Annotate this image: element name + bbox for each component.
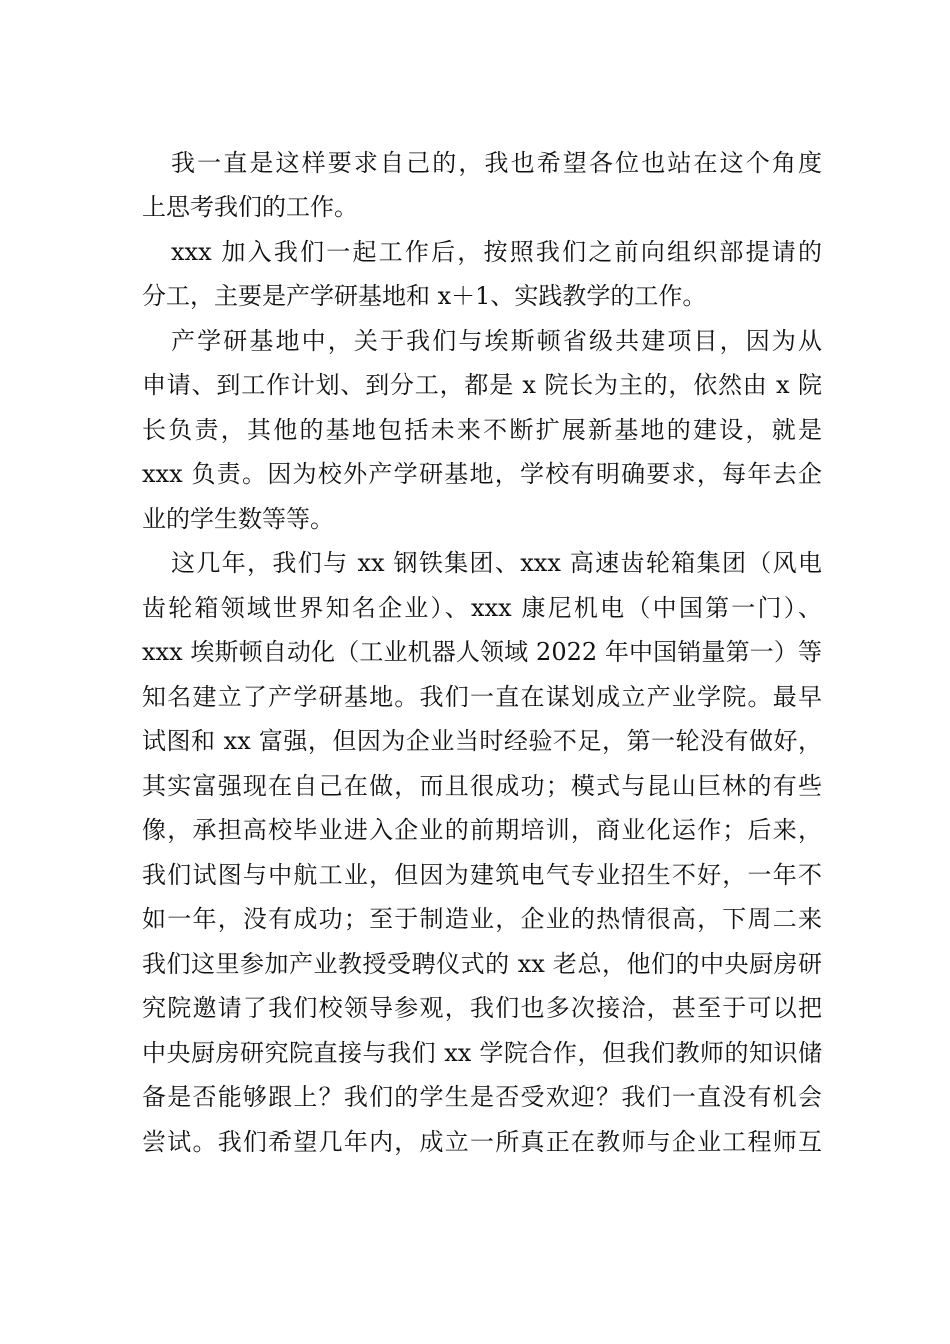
paragraph-4-line-9: 如一年，没有成功；至于制造业，企业的热情很高，下周二来 <box>142 905 822 933</box>
paragraph-3-line-5: 业的学生数等等。 <box>142 505 334 533</box>
paragraph-4-line-8: 我们试图与中航工业，但因为建筑电气专业招生不好，一年不 <box>142 861 822 889</box>
paragraph-4-line-14: 尝试。我们希望几年内，成立一所真正在教师与企业工程师互 <box>142 1128 822 1156</box>
paragraph-4-line-10: 我们这里参加产业教授受聘仪式的 xx 老总，他们的中央厨房研 <box>142 950 822 978</box>
paragraph-4-line-12: 中央厨房研究院直接与我们 xx 学院合作，但我们教师的知识储 <box>142 1039 822 1067</box>
paragraph-3-line-2: 申请、到工作计划、到分工，都是 x 院长为主的，依然由 x 院 <box>142 371 822 399</box>
paragraph-4-line-13: 备是否能够跟上？我们的学生是否受欢迎？我们一直没有机会 <box>142 1083 822 1111</box>
paragraph-4-line-5: 试图和 xx 富强，但因为企业当时经验不足，第一轮没有做好， <box>142 727 822 755</box>
paragraph-1-line-1: 我一直是这样要求自己的，我也希望各位也站在这个角度 <box>171 149 822 177</box>
paragraph-4-line-2: 齿轮箱领域世界知名企业）、xxx 康尼机电（中国第一门）、 <box>142 594 822 622</box>
paragraph-4-line-4: 知名建立了产学研基地。我们一直在谋划成立产业学院。最早 <box>142 683 822 711</box>
paragraph-4-line-1: 这几年，我们与 xx 钢铁集团、xxx 高速齿轮箱集团（风电 <box>171 549 822 577</box>
paragraph-3-line-1: 产学研基地中，关于我们与埃斯顿省级共建项目，因为从 <box>171 327 822 355</box>
paragraph-3-line-3: 长负责，其他的基地包括未来不断扩展新基地的建设，就是 <box>142 416 822 444</box>
paragraph-2-line-1: xxx 加入我们一起工作后，按照我们之前向组织部提请的 <box>171 238 822 266</box>
paragraph-1-line-2: 上思考我们的工作。 <box>142 193 358 221</box>
paragraph-4-line-7: 像，承担高校毕业进入企业的前期培训，商业化运作；后来， <box>142 816 822 844</box>
paragraph-4-line-6: 其实富强现在自己在做，而且很成功；模式与昆山巨林的有些 <box>142 772 822 800</box>
paragraph-2-line-2: 分工，主要是产学研基地和 x＋1、实践教学的工作。 <box>142 282 707 310</box>
paragraph-4-line-11: 究院邀请了我们校领导参观，我们也多次接洽，甚至于可以把 <box>142 994 822 1022</box>
paragraph-4-line-3: xxx 埃斯顿自动化（工业机器人领域 2022 年中国销量第一）等 <box>142 638 822 666</box>
paragraph-3-line-4: xxx 负责。因为校外产学研基地，学校有明确要求，每年去企 <box>142 460 822 488</box>
